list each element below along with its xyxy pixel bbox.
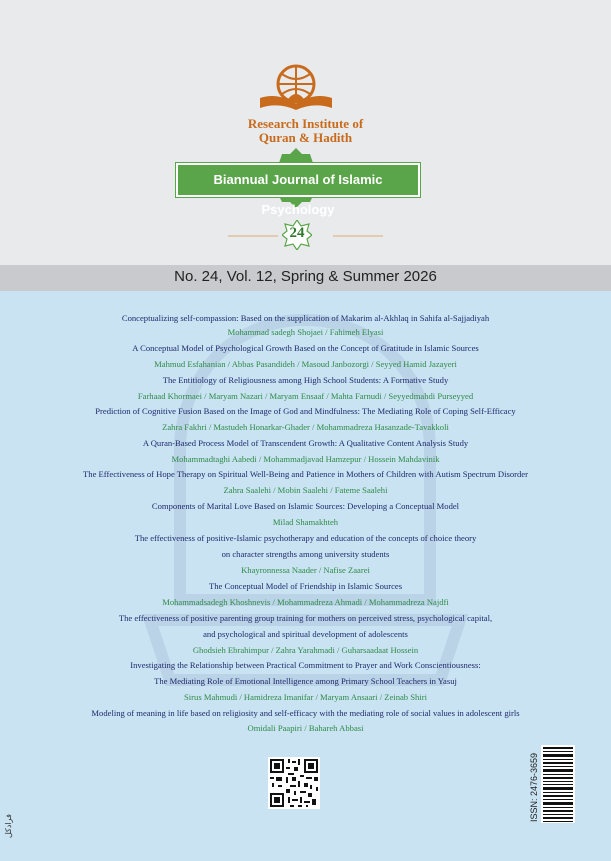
- issue-band: [0, 265, 611, 291]
- institute-name-line1: Research Institute of: [247, 116, 364, 131]
- toc-title: Prediction of Cognitive Fusion Based on the Image of God and Mindfulness: The Mediating Role of Coping Self-Efficacy: [95, 406, 516, 416]
- toc-authors: Mohammad sadegh Shojaei / Fahimeh Elyasi: [227, 327, 384, 337]
- toc-authors: Sirus Mahmudi / Hamidreza Imanifar / Maryam Ansaari / Zeinab Shiri: [184, 692, 427, 702]
- toc-title: The Effectiveness of Hope Therapy on Spiritual Well-Being and Patience in Mothers of Children with Autism Spectrum Disorder: [83, 469, 528, 479]
- toc-title: Modeling of meaning in life based on religiosity and self-efficacy with the mediating role of social values in adolescent girls: [91, 708, 520, 718]
- toc-authors: Khayronnessa Naader / Nafise Zaarei: [241, 565, 370, 575]
- toc-title: Conceptualizing self-compassion: Based on the supplication of Makarim al-Akhlaq in Sahifa al-Sajjadiyah: [121, 313, 490, 323]
- issn-label: ISSN: 2476-3659: [529, 752, 539, 822]
- toc-authors: Mohammadsadegh Khoshnevis / Mohammadreza Ahmadi / Mohammadreza Najdfi: [162, 597, 449, 607]
- institute-name-line2: Quran & Hadith: [258, 130, 353, 145]
- toc-title: A Quran-Based Process Model of Transcendent Growth: A Qualitative Content Analysis Study: [142, 438, 469, 448]
- toc-title: Components of Marital Love Based on Islamic Sources: Developing a Conceptual Model: [151, 501, 460, 511]
- journal-title: Biannual Journal of Islamic Psychology: [213, 172, 383, 217]
- toc-authors: Milad Shamakhteh: [272, 517, 339, 527]
- toc-title: The Mediating Role of Emotional Intelligence among Primary School Teachers in Yasuj: [154, 676, 457, 686]
- toc-authors: Mahmud Esfahanian / Abbas Pasandideh / Masoud Janbozorgi / Seyyed Hamid Jazayeri: [154, 359, 457, 369]
- toc-title: Investigating the Relationship between Practical Commitment to Prayer and Work Conscientiousness:: [130, 660, 481, 670]
- issn-barcode: [541, 745, 575, 823]
- journal-title-banner: [176, 163, 420, 217]
- toc-authors: Farhaad Khormaei / Maryam Nazari / Maryam Ensaaf / Mahta Farnudi / Seyyedmahdi Purseyyed: [137, 391, 474, 401]
- qr-code: [268, 757, 320, 809]
- toc-authors: Zahra Fakhri / Mastudeh Honarkar-Ghader / Mohammadreza Hasanzade-Tavakkoli: [162, 422, 449, 432]
- toc-title: A Conceptual Model of Psychological Growth Based on the Concept of Gratitude in Islamic Sources: [132, 343, 479, 353]
- toc-title: The Entitiology of Religiousness among High School Students: A Formative Study: [162, 375, 449, 385]
- issn-label-container: [527, 742, 541, 822]
- toc-title: The Conceptual Model of Friendship in Islamic Sources: [208, 581, 403, 591]
- side-publisher-text: فرادکل: [4, 814, 13, 838]
- toc-authors: Zahra Saalehi / Mobin Saalehi / Fateme Saalehi: [223, 485, 388, 495]
- toc-title: The effectiveness of positive-Islamic psychotherapy and education of the concepts of choice theory: [134, 533, 477, 543]
- toc-authors: Ghodsieh Ebrahimpur / Zahra Yarahmadi / Guharsaadaat Hossein: [192, 645, 419, 655]
- toc-authors: Mohammadtaghi Aabedi / Mohammadjavad Hamzepur / Hossein Mahdavinik: [171, 454, 440, 464]
- issue-line: No. 24, Vol. 12, Spring & Summer 2026: [174, 268, 437, 285]
- toc-authors: Omidali Paapiri / Bahareh Abbasi: [247, 723, 364, 733]
- institute-logo: [256, 62, 336, 112]
- side-publisher-mark: [2, 800, 16, 840]
- toc-title: The effectiveness of positive parenting group training for mothers on perceived stress, psychological capital,: [118, 613, 493, 623]
- toc-title: and psychological and spiritual development of adolescents: [203, 629, 408, 639]
- toc-title: on character strengths among university students: [221, 549, 390, 559]
- issue-badge-number: 24: [289, 225, 305, 241]
